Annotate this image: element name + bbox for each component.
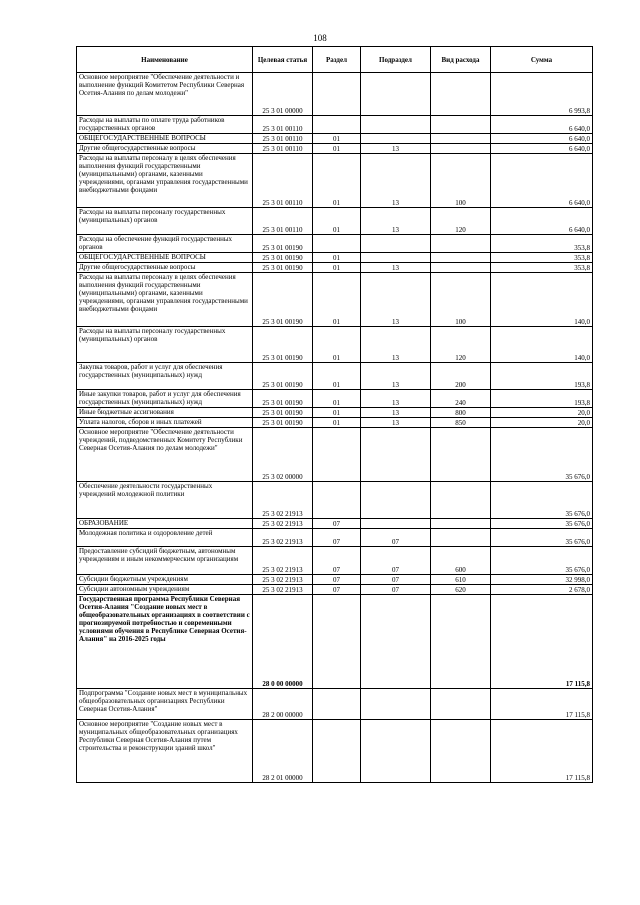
cell-section	[313, 73, 361, 116]
cell-subsection: 13	[361, 390, 431, 408]
table-row	[77, 263, 593, 273]
cell-name: ОБРАЗОВАНИЕ	[77, 519, 253, 529]
table-row	[77, 720, 593, 783]
table-header-row	[77, 47, 593, 73]
cell-expense-type	[431, 235, 491, 253]
cell-expense-type: 850	[431, 418, 491, 428]
cell-name: Расходы на выплаты персоналу государственных (муниципальных) органов	[77, 327, 253, 363]
cell-section: 01	[313, 273, 361, 327]
cell-sum: 353,8	[491, 253, 593, 263]
table-row	[77, 595, 593, 689]
table-row	[77, 529, 593, 547]
cell-subsection	[361, 253, 431, 263]
table-row	[77, 73, 593, 116]
cell-name: Обеспечение деятельности государственных учреждений молодежной политики	[77, 482, 253, 519]
cell-name: Основное мероприятие "Обеспечение деятельности и выполнение функций Комитетом Республики Северная Осетия-Алания по делам молодежи"	[77, 73, 253, 116]
cell-target-article: 25 3 01 00110	[253, 154, 313, 208]
table-row	[77, 482, 593, 519]
table-row	[77, 575, 593, 585]
cell-expense-type	[431, 73, 491, 116]
cell-subsection: 13	[361, 208, 431, 235]
cell-section: 01	[313, 208, 361, 235]
cell-section: 07	[313, 529, 361, 547]
cell-section: 07	[313, 575, 361, 585]
cell-section: 01	[313, 363, 361, 390]
cell-subsection: 07	[361, 575, 431, 585]
cell-target-article: 25 3 01 00110	[253, 134, 313, 144]
cell-expense-type	[431, 253, 491, 263]
cell-sum: 20,0	[491, 418, 593, 428]
cell-target-article: 25 3 01 00190	[253, 263, 313, 273]
cell-subsection	[361, 134, 431, 144]
table-row	[77, 390, 593, 408]
cell-subsection: 13	[361, 418, 431, 428]
cell-subsection	[361, 235, 431, 253]
cell-name: Предоставление субсидий бюджетным, автономным учреждениям и иным некоммерческим организациям	[77, 547, 253, 575]
cell-name: Субсидии бюджетным учреждениям	[77, 575, 253, 585]
cell-expense-type: 120	[431, 327, 491, 363]
cell-subsection	[361, 720, 431, 783]
cell-sum: 6 640,0	[491, 144, 593, 154]
cell-target-article: 25 3 01 00190	[253, 253, 313, 263]
cell-sum: 35 676,0	[491, 529, 593, 547]
cell-target-article: 25 3 01 00110	[253, 208, 313, 235]
cell-name: ОБЩЕГОСУДАРСТВЕННЫЕ ВОПРОСЫ	[77, 134, 253, 144]
cell-subsection: 07	[361, 547, 431, 575]
cell-subsection: 13	[361, 154, 431, 208]
cell-name: Молодежная политика и оздоровление детей	[77, 529, 253, 547]
cell-target-article: 25 3 01 00000	[253, 73, 313, 116]
cell-section: 01	[313, 144, 361, 154]
cell-expense-type: 240	[431, 390, 491, 408]
cell-name: Расходы на выплаты персоналу государственных (муниципальных) органов	[77, 208, 253, 235]
table-row	[77, 418, 593, 428]
cell-name: Иные бюджетные ассигнования	[77, 408, 253, 418]
cell-sum: 35 676,0	[491, 482, 593, 519]
cell-sum: 17 115,8	[491, 595, 593, 689]
cell-section	[313, 235, 361, 253]
cell-target-article: 28 2 01 00000	[253, 720, 313, 783]
cell-section: 01	[313, 327, 361, 363]
cell-sum: 35 676,0	[491, 547, 593, 575]
cell-sum: 35 676,0	[491, 428, 593, 482]
cell-sum: 140,0	[491, 327, 593, 363]
cell-target-article: 25 3 01 00190	[253, 273, 313, 327]
cell-target-article: 28 2 00 00000	[253, 689, 313, 720]
cell-section: 01	[313, 390, 361, 408]
header-target-article: Целевая статья	[253, 47, 313, 73]
table-row	[77, 363, 593, 390]
cell-expense-type	[431, 595, 491, 689]
table-row	[77, 154, 593, 208]
cell-subsection	[361, 482, 431, 519]
table-row	[77, 519, 593, 529]
cell-expense-type	[431, 144, 491, 154]
cell-section	[313, 595, 361, 689]
table-row	[77, 235, 593, 253]
cell-sum: 32 998,0	[491, 575, 593, 585]
cell-section: 01	[313, 154, 361, 208]
cell-name: Другие общегосударственные вопросы	[77, 144, 253, 154]
table-row	[77, 327, 593, 363]
table-row	[77, 208, 593, 235]
cell-sum: 20,0	[491, 408, 593, 418]
cell-section	[313, 428, 361, 482]
cell-subsection	[361, 73, 431, 116]
cell-sum: 2 678,0	[491, 585, 593, 595]
cell-name: Иные закупки товаров, работ и услуг для обеспечения государственных (муниципальных) нужд	[77, 390, 253, 408]
cell-target-article: 25 3 01 00110	[253, 144, 313, 154]
cell-expense-type: 120	[431, 208, 491, 235]
cell-target-article: 25 3 02 21913	[253, 585, 313, 595]
cell-section: 07	[313, 547, 361, 575]
cell-name: Подпрограмма "Создание новых мест в муниципальных общеобразовательных организациях Республики Северная Осетия-Алания"	[77, 689, 253, 720]
cell-expense-type	[431, 263, 491, 273]
cell-target-article: 25 3 01 00190	[253, 390, 313, 408]
cell-subsection: 13	[361, 327, 431, 363]
cell-name: ОБЩЕГОСУДАРСТВЕННЫЕ ВОПРОСЫ	[77, 253, 253, 263]
cell-sum: 6 993,8	[491, 73, 593, 116]
cell-sum: 353,8	[491, 235, 593, 253]
cell-name: Расходы на выплаты персоналу в целях обеспечения выполнения функций государственными (муниципальными) органами, казенными учреждениями, органами управления государственными внебюджетными фондами	[77, 273, 253, 327]
header-expense-type: Вид расхода	[431, 47, 491, 73]
cell-sum: 193,8	[491, 363, 593, 390]
cell-sum: 6 640,0	[491, 134, 593, 144]
cell-subsection: 07	[361, 529, 431, 547]
cell-expense-type	[431, 482, 491, 519]
cell-subsection: 07	[361, 585, 431, 595]
cell-name: Субсидии автономным учреждениям	[77, 585, 253, 595]
cell-target-article: 25 3 02 00000	[253, 428, 313, 482]
table-row	[77, 253, 593, 263]
table-row	[77, 547, 593, 575]
cell-section: 01	[313, 418, 361, 428]
cell-sum: 17 115,8	[491, 720, 593, 783]
cell-sum: 193,8	[491, 390, 593, 408]
cell-section	[313, 720, 361, 783]
header-section: Раздел	[313, 47, 361, 73]
cell-subsection	[361, 519, 431, 529]
cell-name: Государственная программа Республики Северная Осетия-Алания "Создание новых мест в общеобразовательных организациях в соответствии с прогнозируемой потребностью и современными условиями обучения в Республике Северная Осетия-Алания" на 2016-2025 годы	[77, 595, 253, 689]
cell-name: Другие общегосударственные вопросы	[77, 263, 253, 273]
cell-expense-type: 800	[431, 408, 491, 418]
cell-section: 01	[313, 408, 361, 418]
cell-subsection: 13	[361, 263, 431, 273]
cell-target-article: 25 3 02 21913	[253, 575, 313, 585]
cell-target-article: 25 3 01 00190	[253, 363, 313, 390]
table-row	[77, 689, 593, 720]
cell-name: Закупка товаров, работ и услуг для обеспечения государственных (муниципальных) нужд	[77, 363, 253, 390]
cell-sum: 140,0	[491, 273, 593, 327]
cell-subsection	[361, 595, 431, 689]
cell-sum: 6 640,0	[491, 208, 593, 235]
table-row	[77, 116, 593, 134]
cell-subsection: 13	[361, 144, 431, 154]
cell-section	[313, 482, 361, 519]
cell-name: Расходы на выплаты по оплате труда работников государственных органов	[77, 116, 253, 134]
cell-target-article: 25 3 02 21913	[253, 547, 313, 575]
cell-expense-type	[431, 134, 491, 144]
cell-expense-type: 600	[431, 547, 491, 575]
cell-section: 07	[313, 519, 361, 529]
budget-table	[76, 46, 593, 783]
cell-expense-type: 620	[431, 585, 491, 595]
cell-sum: 17 115,8	[491, 689, 593, 720]
cell-expense-type: 200	[431, 363, 491, 390]
cell-name: Расходы на выплаты персоналу в целях обеспечения выполнения функций государственными (муниципальными) органами, казенными учреждениями, органами управления государственными внебюджетными фондами	[77, 154, 253, 208]
cell-target-article: 25 3 01 00110	[253, 116, 313, 134]
cell-section: 01	[313, 253, 361, 263]
cell-sum: 6 640,0	[491, 116, 593, 134]
cell-section: 01	[313, 134, 361, 144]
cell-sum: 6 640,0	[491, 154, 593, 208]
cell-expense-type: 610	[431, 575, 491, 585]
cell-name: Уплата налогов, сборов и иных платежей	[77, 418, 253, 428]
cell-subsection	[361, 689, 431, 720]
table-body	[77, 73, 593, 783]
cell-target-article: 25 3 01 00190	[253, 235, 313, 253]
cell-subsection: 13	[361, 363, 431, 390]
cell-expense-type	[431, 529, 491, 547]
cell-name: Расходы на обеспечение функций государственных органов	[77, 235, 253, 253]
cell-target-article: 28 0 00 00000	[253, 595, 313, 689]
table-row	[77, 273, 593, 327]
cell-expense-type: 100	[431, 154, 491, 208]
cell-target-article: 25 3 02 21913	[253, 482, 313, 519]
header-subsection: Подраздел	[361, 47, 431, 73]
table-row	[77, 428, 593, 482]
cell-subsection: 13	[361, 408, 431, 418]
cell-target-article: 25 3 02 21913	[253, 529, 313, 547]
table-row	[77, 144, 593, 154]
cell-target-article: 25 3 01 00190	[253, 418, 313, 428]
header-name: Наименование	[77, 47, 253, 73]
cell-name: Основное мероприятие "Обеспечение деятельности учреждений, подведомственных Комитету Республики Северная Осетия-Алания по делам молодежи"	[77, 428, 253, 482]
header-sum: Сумма	[491, 47, 593, 73]
cell-expense-type	[431, 519, 491, 529]
table-row	[77, 408, 593, 418]
cell-expense-type	[431, 428, 491, 482]
cell-section	[313, 689, 361, 720]
cell-expense-type	[431, 720, 491, 783]
table-row	[77, 134, 593, 144]
cell-expense-type: 100	[431, 273, 491, 327]
cell-section: 07	[313, 585, 361, 595]
cell-target-article: 25 3 02 21913	[253, 519, 313, 529]
cell-expense-type	[431, 689, 491, 720]
table-row	[77, 585, 593, 595]
cell-subsection	[361, 428, 431, 482]
cell-name: Основное мероприятие "Создание новых мест в муниципальных общеобразовательных организациях Республики Северная Осетия-Алания путем строительства и реконструкции зданий школ"	[77, 720, 253, 783]
cell-subsection: 13	[361, 273, 431, 327]
cell-sum: 35 676,0	[491, 519, 593, 529]
cell-target-article: 25 3 01 00190	[253, 408, 313, 418]
cell-subsection	[361, 116, 431, 134]
cell-target-article: 25 3 01 00190	[253, 327, 313, 363]
cell-section: 01	[313, 263, 361, 273]
cell-sum: 353,8	[491, 263, 593, 273]
cell-section	[313, 116, 361, 134]
page-number: 108	[313, 33, 327, 43]
cell-expense-type	[431, 116, 491, 134]
